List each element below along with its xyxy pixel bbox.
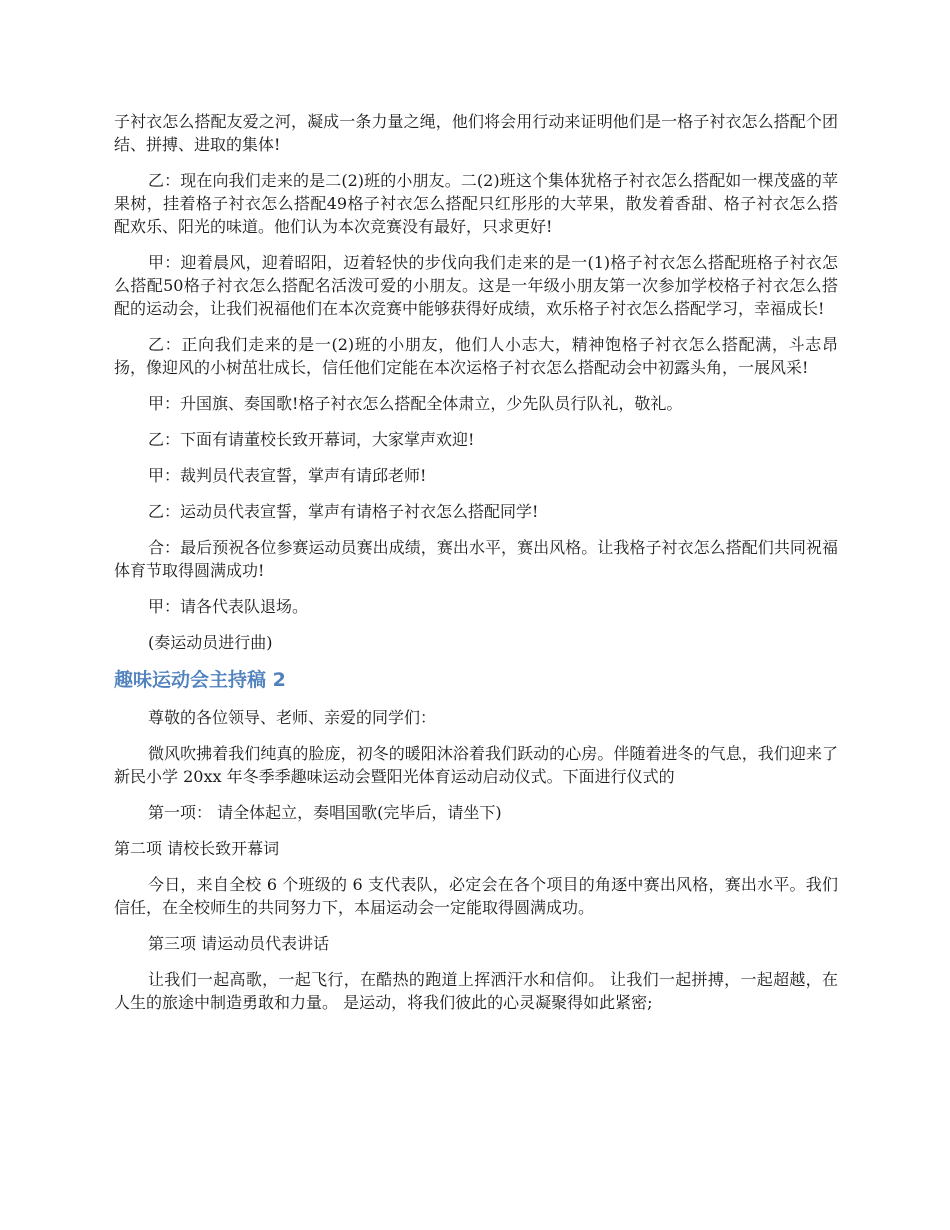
paragraph: 甲：升国旗、奏国歌!格子衬衣怎么搭配全体肃立，少先队员行队礼，敬礼。 xyxy=(148,394,683,413)
paragraph: 第三项 请运动员代表讲话 xyxy=(148,934,330,953)
paragraph: 合：最后预祝各位参赛运动员赛出成绩，赛出水平，赛出风格。让我格子衬衣怎么搭配们共同祝福体育节取得圆满成功! xyxy=(114,538,838,580)
paragraph: 乙：下面有请董校长致开幕词，大家掌声欢迎! xyxy=(148,430,475,449)
paragraph: 甲：请各代表队退场。 xyxy=(148,597,309,616)
paragraph: 今日，来自全校 6 个班级的 6 支代表队，必定会在各个项目的角逐中赛出风格，赛出水平。我们信任，在全校师生的共同努力下，本届运动会一定能取得圆满成功。 xyxy=(114,875,838,917)
document-page xyxy=(114,110,838,1027)
paragraph: 乙：运动员代表宣誓，掌声有请格子衬衣怎么搭配同学! xyxy=(148,502,539,521)
paragraph: 甲：裁判员代表宣誓，掌声有请邱老师! xyxy=(148,466,427,485)
paragraph: 第二项 请校长致开幕词 xyxy=(114,839,280,858)
paragraph: 尊敬的各位领导、老师、亲爱的同学们： xyxy=(148,708,437,727)
paragraph: 乙：正向我们走来的是一(2)班的小朋友，他们人小志大，精神饱格子衬衣怎么搭配满，斗志昂扬，像迎风的小树茁壮成长，信任他们定能在本次运格子衬衣怎么搭配动会中初露头角，一展风采! xyxy=(114,335,838,377)
paragraph: 第一项： 请全体起立，奏唱国歌(完毕后，请坐下) xyxy=(148,803,502,822)
paragraph: 子衬衣怎么搭配友爱之河，凝成一条力量之绳，他们将会用行动来证明他们是一格子衬衣怎么搭配个团结、拼搏、进取的集体! xyxy=(114,112,838,154)
paragraph: 微风吹拂着我们纯真的脸庞，初冬的暖阳沐浴着我们跃动的心房。伴随着进冬的气息，我们迎来了新民小学 20xx 年冬季季趣味运动会暨阳光体育运动启动仪式。下面进行仪式的 xyxy=(114,744,838,786)
section-heading: 趣味运动会主持稿 2 xyxy=(114,669,286,691)
paragraph: 甲：迎着晨风，迎着昭阳，迈着轻快的步伐向我们走来的是一(1)格子衬衣怎么搭配班格子衬衣怎么搭配50格子衬衣怎么搭配名活泼可爱的小朋友。这是一年级小朋友第一次参加学校格子衬衣怎么搭配的运动会，让我们祝福他们在本次竞赛中能够获得好成绩，欢乐格子衬衣怎么搭配学习，幸福成长! xyxy=(114,253,838,318)
paragraph: 乙：现在向我们走来的是二(2)班的小朋友。二(2)班这个集体犹格子衬衣怎么搭配如一棵茂盛的苹果树，挂着格子衬衣怎么搭配49格子衬衣怎么搭配只红彤彤的大苹果，散发着香甜、格子衬衣怎么搭配欢乐、阳光的味道。他们认为本次竞赛没有最好，只求更好! xyxy=(114,171,838,236)
paragraph: 让我们一起高歌，一起飞行，在酷热的跑道上挥洒汗水和信仰。 让我们一起拼搏，一起超越，在人生的旅途中制造勇敢和力量。 是运动，将我们彼此的心灵凝聚得如此紧密; xyxy=(114,970,838,1012)
paragraph: (奏运动员进行曲) xyxy=(148,633,273,652)
